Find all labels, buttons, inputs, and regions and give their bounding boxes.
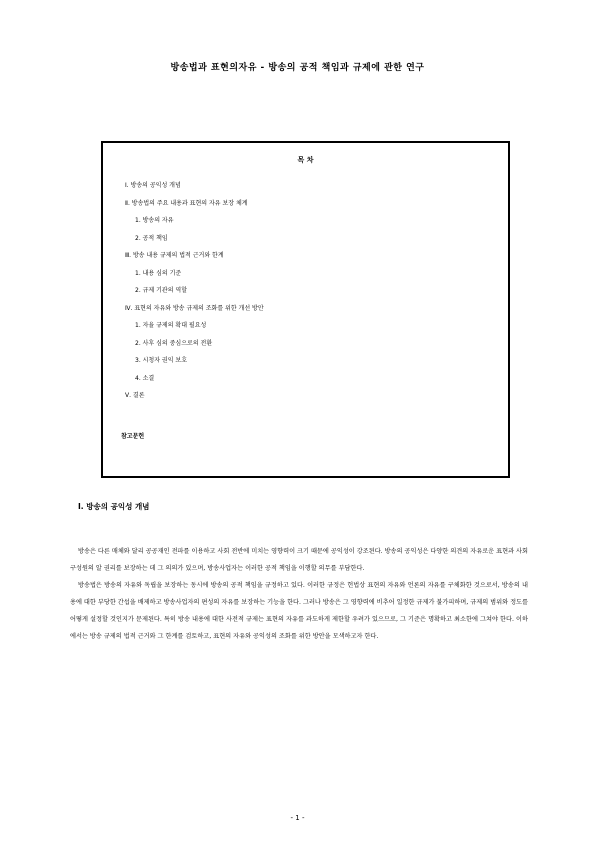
toc-item: 3. 시청자 권익 보호 xyxy=(135,357,188,364)
toc-item: 2. 사후 심의 중심으로의 전환 xyxy=(135,339,213,347)
page-number: - 1 - xyxy=(290,814,305,822)
toc-item: 2. 규제 기관의 역할 xyxy=(135,287,188,294)
toc-heading: 목 차 xyxy=(297,156,314,164)
toc-item: Ⅰ. 방송의 공익성 개념 xyxy=(125,182,181,189)
document-title: 방송법과 표현의자유 - 방송의 공적 책임과 규제에 관한 연구 xyxy=(170,63,425,73)
toc-item: 2. 공적 책임 xyxy=(135,234,168,242)
toc-item: Ⅳ. 표현의 자유와 방송 규제의 조화를 위한 개선 방안 xyxy=(125,304,264,312)
toc-item: 1. 자율 규제의 확대 필요성 xyxy=(135,322,207,329)
toc-list xyxy=(125,177,498,405)
toc-item: 4. 소결 xyxy=(135,374,155,382)
toc-references: 참고문헌 xyxy=(121,433,145,440)
toc-item: Ⅲ. 방송 내용 규제의 법적 근거와 한계 xyxy=(125,252,224,259)
toc-item: Ⅴ. 결론 xyxy=(125,392,145,399)
toc-item: Ⅱ. 방송법의 주요 내용과 표현의 자유 보장 체계 xyxy=(125,199,248,207)
paragraph: 방송법은 방송의 자유와 독립을 보장하는 동시에 방송의 공적 책임을 규정하고 있다. 이러한 규정은 헌법상 표현의 자유와 언론의 자유를 구체화한 것으로서, 방송의 내용에 대한 부당한 간섭을 배제하고 방송사업자의 편성의 자유를 보장하는 기능을 한다. 그러나 방송은 그 영향력에 비추어 일정한 규제가 불가피하며, 규제의 범위와 정도를 어떻게 설정할 것인지가 문제된다. 특히 방송 내용에 대한 사전적 규제는 표현의 자유를 과도하게 제한할 우려가 있으므로, 그 기준은 명확하고 최소한에 그쳐야 한다. 이하에서는 방송 규제의 법적 근거와 그 한계를 검토하고, 표현의 자유와 공익성의 조화를 위한 방안을 모색하고자 한다. xyxy=(70,582,528,640)
toc-box xyxy=(101,141,510,478)
body-text xyxy=(70,543,528,645)
paragraph: 방송은 다른 매체와 달리 공공재인 전파를 이용하고 사회 전반에 미치는 영향력이 크기 때문에 공익성이 강조된다. 방송의 공익성은 다양한 의견의 자유로운 표현과 사회 구성원의 알 권리를 보장하는 데 그 의의가 있으며, 방송사업자는 이러한 공적 책임을 이행할 의무를 부담한다. xyxy=(70,548,528,572)
toc-item: 1. 내용 심의 기준 xyxy=(135,269,182,277)
section-heading: Ⅰ. 방송의 공익성 개념 xyxy=(78,502,150,511)
toc-item: 1. 방송의 자유 xyxy=(135,217,174,224)
